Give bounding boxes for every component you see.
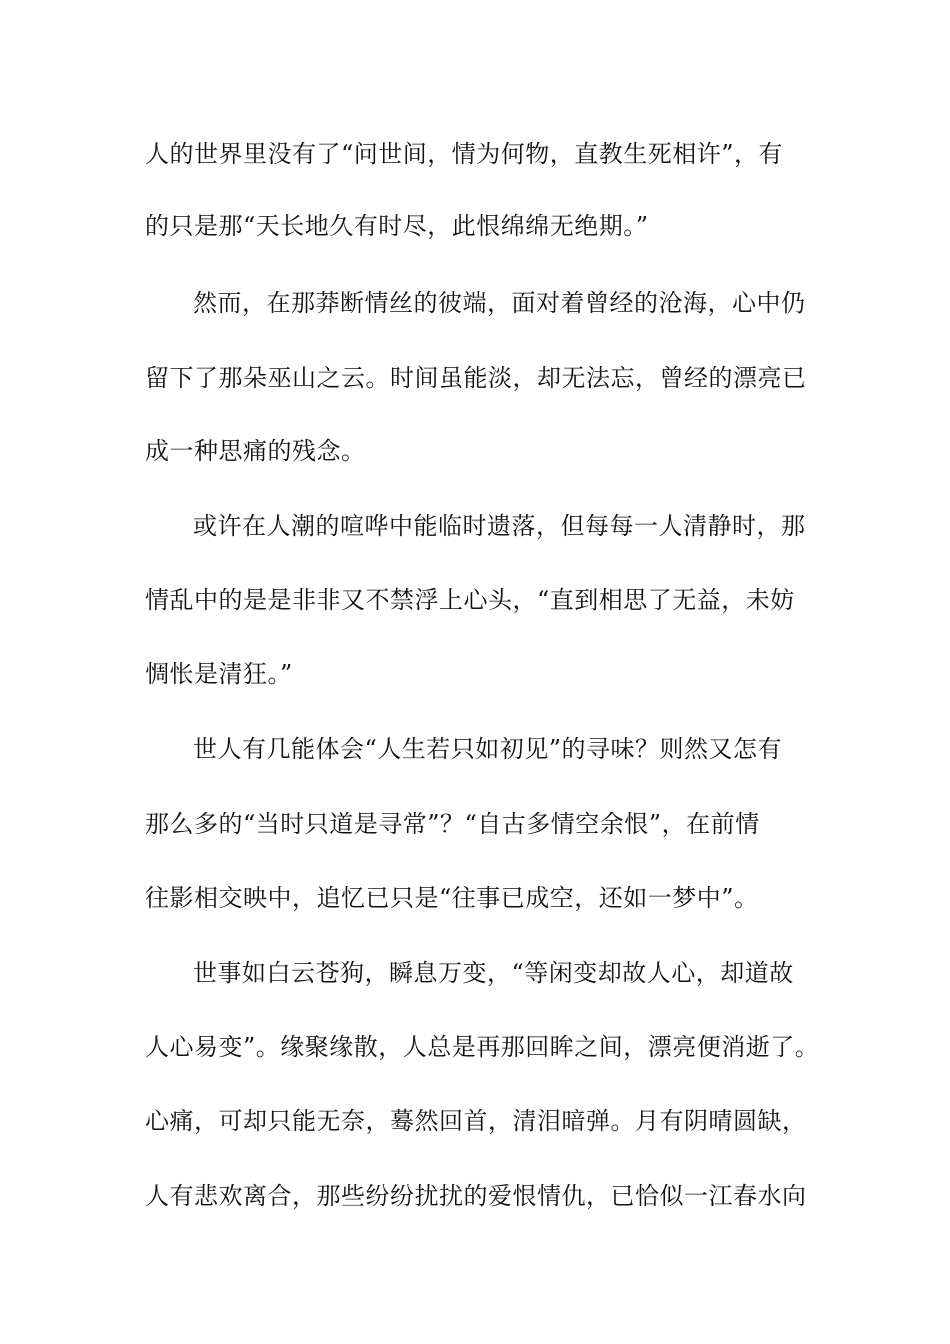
text-line: 人的世界里没有了“问世间，情为何物，直教生死相许”，有 bbox=[145, 140, 784, 168]
text-line: 那么多的“当时只道是寻常”？“自古多情空余恨”，在前情 bbox=[145, 810, 760, 838]
text-line: 情乱中的是是非非又不禁浮上心头，“直到相思了无益，未妨 bbox=[145, 586, 795, 614]
paragraph-start-line: 世人有几能体会“人生若只如初见”的寻味？则然又怎有 bbox=[193, 735, 783, 763]
text-line: 惆怅是清狂。” bbox=[145, 660, 293, 688]
paragraph-start-line: 或许在人潮的喧哗中能临时遗落，但每每一人清静时，那 bbox=[193, 512, 806, 540]
text-line: 的只是那“天长地久有时尽，此恨绵绵无绝期。” bbox=[145, 212, 649, 240]
text-line: 成一种思痛的残念。 bbox=[145, 437, 366, 465]
text-line: 人有悲欢离合，那些纷纷扰扰的爱恨情仇，已恰似一江春水向 bbox=[145, 1182, 807, 1210]
text-line: 人心易变”。缘聚缘散，人总是再那回眸之间，漂亮便消逝了。 bbox=[145, 1033, 820, 1061]
paragraph-start-line: 世事如白云苍狗，瞬息万变，“等闲变却故人心，却道故 bbox=[193, 959, 794, 987]
text-line: 往影相交映中，追忆已只是“往事已成空，还如一梦中”。 bbox=[145, 884, 759, 912]
text-line: 留下了那朵巫山之云。时间虽能淡，却无法忘，曾经的漂亮已 bbox=[145, 364, 807, 392]
paragraph-start-line: 然而，在那莽断情丝的彼端，面对着曾经的沧海，心中仍 bbox=[193, 289, 806, 317]
text-line: 心痛，可却只能无奈，蓦然回首，清泪暗弹。月有阴晴圆缺， bbox=[145, 1107, 807, 1135]
